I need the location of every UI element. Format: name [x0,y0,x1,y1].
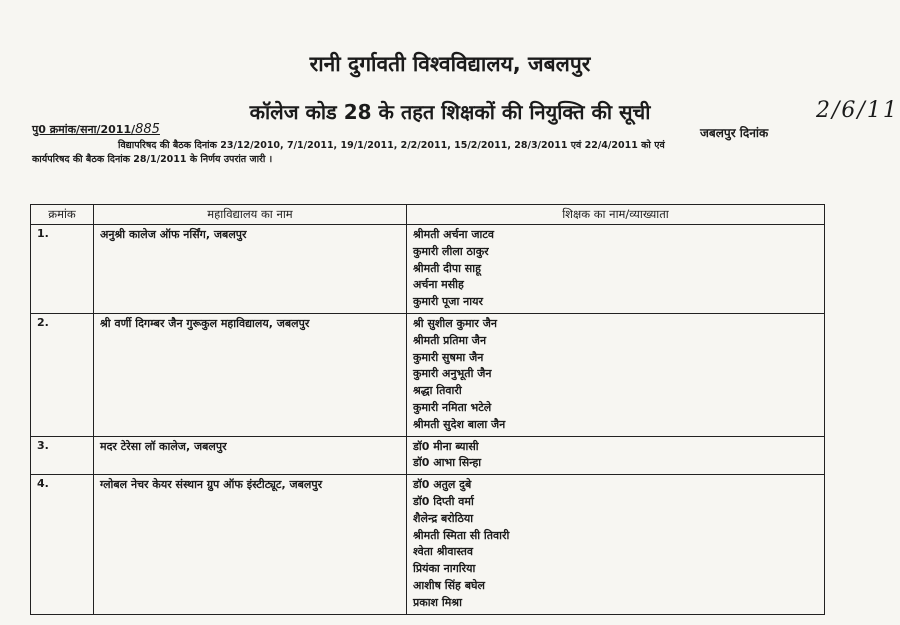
teacher-name: श्रीमती स्मिता सी तिवारी [413,528,510,542]
teacher-name: डॉ0 मीना ब्यासी [413,439,479,453]
teacher-name: कुमारी लीला ठाकुर [413,244,489,258]
teacher-name: श्वेता श्रीवास्तव [413,545,474,559]
serial-number: 1. [31,225,94,314]
university-name: रानी दुर्गावती विश्वविद्यालय, जबलपुर [309,52,591,76]
teacher-name: श्रीमती सुदेश बाला जैन [413,417,506,431]
teacher-name: कुमारी पूजा नायर [413,295,483,309]
place-date-label: जबलपुर दिनांक [700,126,769,140]
teacher-name: आशीष सिंह बघेल [413,578,485,592]
teacher-name: कुमारी अनुभूती जैन [413,367,492,381]
college-name: मदर टेरेसा लॉ कालेज, जबलपुर [94,436,407,475]
teacher-name: डॉ0 दिप्ती वर्मा [413,494,474,508]
meeting-dates-line-2: कार्यपरिषद की बैठक दिनांक 28/1/2011 के निर्णय उपरांत जारी । [32,154,273,165]
teacher-name: श्रद्धा तिवारी [413,384,462,398]
reference-label: पु0 क्रमांक/सना/2011/ [32,123,136,136]
teacher-name: कुमारी नमिता भटेले [413,400,492,414]
college-name: श्री वर्णी दिगम्बर जैन गुरूकुल महाविद्यालय, जबलपुर [94,313,407,436]
table-row [31,225,825,314]
column-header-college: महाविद्यालय का नाम [94,205,407,225]
serial-number: 4. [31,475,94,614]
teacher-name: श्रीमती प्रतिमा जैन [413,333,487,347]
reference-line [32,122,160,137]
teacher-name: कुमारी सुषमा जैन [413,350,484,364]
table-row [31,475,825,614]
teacher-name: प्रकाश मिश्रा [413,595,462,609]
column-header-sno: क्रमांक [31,205,94,225]
teacher-name: श्री सुशील कुमार जैन [413,316,497,330]
handwritten-date: 2/6/11 [816,98,899,123]
teacher-name: डॉ0 अतुल दुबे [413,478,472,492]
teacher-list [407,225,825,314]
table-row [31,436,825,475]
teacher-name: डॉ0 आभा सिन्हा [413,456,482,470]
teacher-name: प्रियंका नागरिया [413,562,476,576]
teacher-appointment-table [30,204,825,615]
teacher-name: शैलेन्द्र बरोठिया [413,511,474,525]
table-header-row [31,205,825,225]
teacher-list [407,313,825,436]
teacher-list [407,475,825,614]
teacher-list [407,436,825,475]
meeting-dates-line-1: विद्यापरिषद की बैठक दिनांक 23/12/2010, 7/1/2011, 19/1/2011, 2/2/2011, 15/2/2011, 28/3/2011 एवं 22/4/2011 को एवं [118,140,665,151]
college-name: ग्लोबल नेचर केयर संस्थान ग्रुप ऑफ इंस्टीट्यूट, जबलपुर [94,475,407,614]
table-body [31,225,825,615]
reference-number: 885 [135,122,160,137]
teacher-name: श्रीमती दीपा साहू [413,261,481,275]
teacher-name: श्रीमती अर्चना जाटव [413,228,495,241]
college-name: अनुश्री कालेज ऑफ नर्सिंग, जबलपुर [94,225,407,314]
serial-number: 2. [31,313,94,436]
column-header-teacher: शिक्षक का नाम/व्याख्याता [407,205,825,225]
teacher-name: अर्चना मसीह [413,278,464,292]
document-title: कॉलेज कोड 28 के तहत शिक्षकों की नियुक्ति की सूची [249,100,651,124]
table-row [31,313,825,436]
serial-number: 3. [31,436,94,475]
